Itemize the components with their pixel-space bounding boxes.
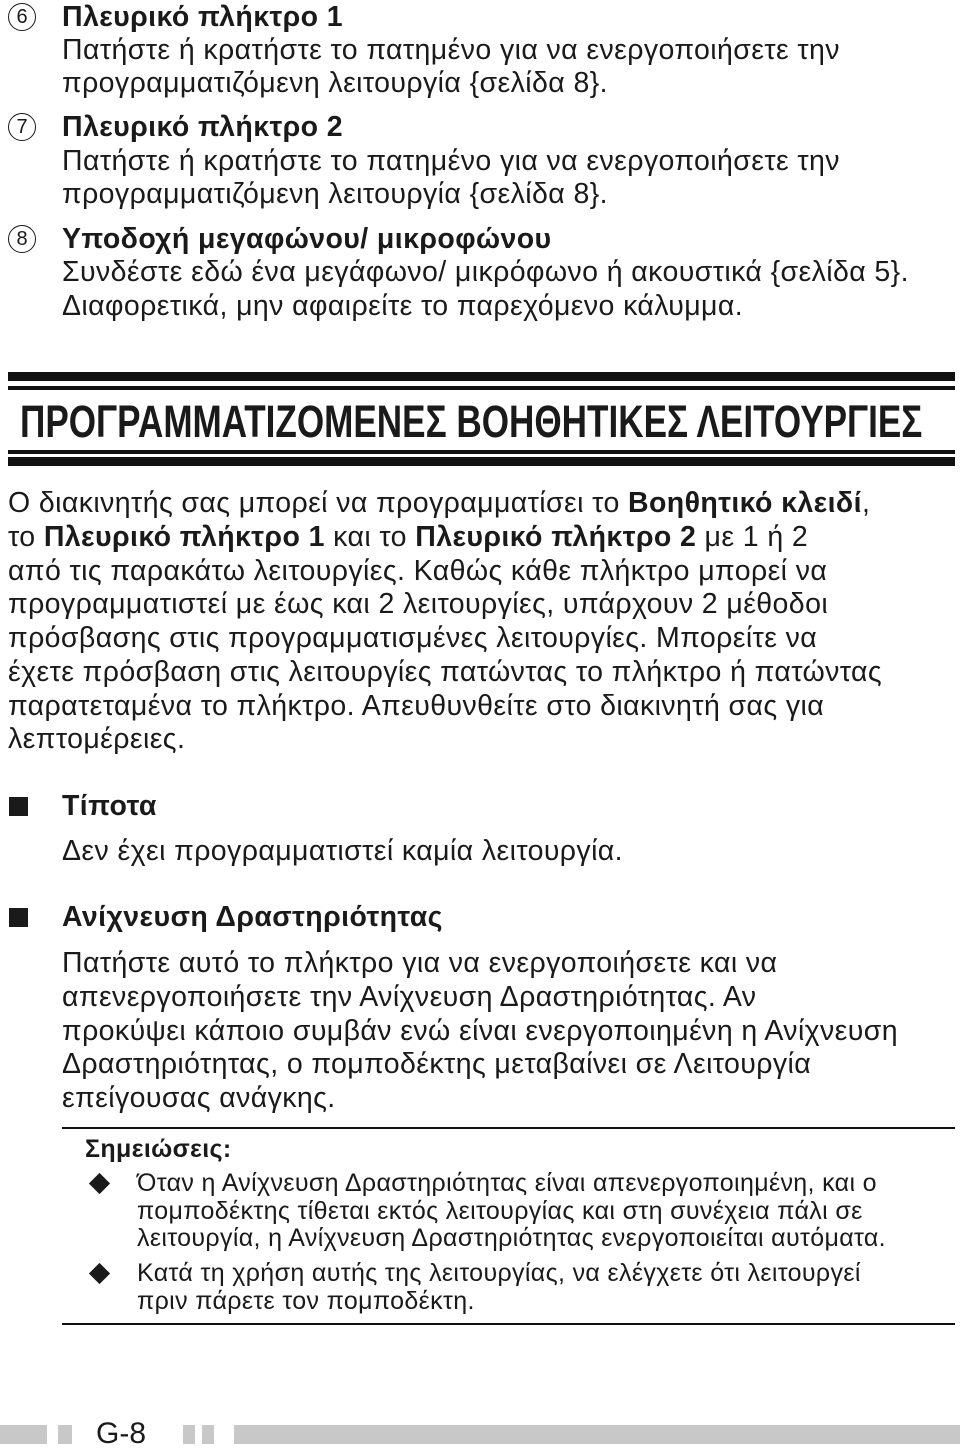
intro-text: Ο διακινητής σας μπορεί να προγραμματίσει το bbox=[8, 487, 629, 519]
note-line: λειτουργία, η Ανίχνευση Δραστηριότητας ενεργοποιείται αυτόματα. bbox=[137, 1224, 886, 1252]
circled-number-icon: 6 bbox=[8, 3, 36, 31]
intro-line bbox=[8, 520, 808, 554]
note-line: Κατά τη χρήση αυτής της λειτουργίας, να ελέγχετε ότι λειτουργεί bbox=[137, 1259, 861, 1287]
section-heading: ΠΡΟΓΡΑΜΜΑΤΙΖΟΜΕΝΕΣ ΒΟΗΘΗΤΙΚΕΣ ΛΕΙΤΟΥΡΓΙΕΣ bbox=[20, 399, 923, 446]
square-bullet-icon bbox=[9, 908, 28, 927]
page-number: G-8 bbox=[96, 1417, 147, 1449]
intro-text: με 1 ή 2 bbox=[696, 521, 809, 553]
function-description-line: επείγουσας ανάγκης. bbox=[62, 1082, 336, 1114]
note-line: Όταν η Ανίχνευση Δραστηριότητας είναι απενεργοποιημένη, και ο bbox=[137, 1169, 877, 1197]
item-title: Πλευρικό πλήκτρο 1 bbox=[62, 1, 344, 33]
item-description-line: Πατήστε ή κρατήστε το πατημένο για να ενεργοποιήσετε την bbox=[62, 145, 840, 177]
footer-bar bbox=[234, 1425, 960, 1444]
function-description-line: Πατήστε αυτό το πλήκτρο για να ενεργοποιήσετε και να bbox=[62, 947, 778, 979]
heading-rule-thin-top bbox=[8, 386, 955, 390]
diamond-bullet-icon bbox=[89, 1173, 110, 1194]
intro-line: προγραμματιστεί με έως και 2 λειτουργίες, υπάρχουν 2 μέθοδοι bbox=[8, 588, 829, 620]
function-title: Ανίχνευση Δραστηριότητας bbox=[62, 901, 443, 933]
intro-term-side-key-1: Πλευρικό πλήκτρο 1 bbox=[43, 521, 325, 553]
heading-rule-thick-bottom bbox=[8, 457, 955, 466]
circled-number-icon: 7 bbox=[8, 113, 36, 141]
intro-line: παρατεταμένα το πλήκτρο. Απευθυνθείτε στο διακινητή σας για bbox=[8, 690, 825, 722]
square-bullet-icon bbox=[9, 797, 28, 816]
intro-line bbox=[8, 486, 870, 520]
intro-term-side-key-2: Πλευρικό πλήκτρο 2 bbox=[415, 521, 697, 553]
function-description-line: Δεν έχει προγραμματιστεί καμία λειτουργία. bbox=[62, 835, 623, 867]
item-title: Υποδοχή μεγαφώνου/ μικροφώνου bbox=[62, 223, 552, 255]
function-description-line: Δραστηριότητας, ο πομποδέκτης μεταβαίνει σε Λειτουργία bbox=[62, 1048, 812, 1080]
heading-rule-thick-top bbox=[8, 372, 955, 381]
diamond-bullet-icon bbox=[89, 1263, 110, 1284]
section-heading-container bbox=[20, 399, 955, 446]
intro-text: και το bbox=[324, 521, 416, 553]
intro-text: το bbox=[8, 521, 44, 553]
function-title: Τίποτα bbox=[62, 790, 157, 822]
item-description-line: Συνδέστε εδώ ένα μεγάφωνο/ μικρόφωνο ή ακουστικά {σελίδα 5}. bbox=[62, 256, 909, 288]
intro-line: από τις παρακάτω λειτουργίες. Καθώς κάθε πλήκτρο μπορεί να bbox=[8, 555, 828, 587]
intro-line: πρόσβασης στις προγραμματισμένες λειτουργίες. Μπορείτε να bbox=[8, 622, 818, 654]
item-description-line: προγραμματιζόμενη λειτουργία {σελίδα 8}. bbox=[62, 178, 608, 210]
intro-term-auxiliary-key: Βοηθητικό κλειδί bbox=[628, 487, 862, 519]
item-description-line: Διαφορετικά, μην αφαιρείτε το παρεχόμενο κάλυμμα. bbox=[62, 290, 744, 322]
item-title: Πλευρικό πλήκτρο 2 bbox=[62, 111, 344, 143]
function-description-line: προκύψει κάποιο συμβάν ενώ είναι ενεργοποιημένη η Ανίχνευση bbox=[62, 1015, 899, 1047]
note-line: πομποδέκτης τίθεται εκτός λειτουργίας και στη συνέχεια πάλι σε bbox=[137, 1197, 863, 1225]
heading-rule-thin-bottom bbox=[8, 450, 955, 454]
circled-number-icon: 8 bbox=[8, 225, 36, 253]
function-description-line: απενεργοποιήσετε την Ανίχνευση Δραστηριότητας. Αν bbox=[62, 981, 757, 1013]
notes-heading: Σημειώσεις: bbox=[85, 1135, 232, 1163]
item-description-line: Πατήστε ή κρατήστε το πατημένο για να ενεργοποιήσετε την bbox=[62, 34, 840, 66]
footer-bar bbox=[58, 1425, 72, 1444]
intro-line: λεπτομέρειες. bbox=[8, 723, 186, 755]
intro-text: , bbox=[861, 487, 871, 519]
intro-line: έχετε πρόσβαση στις λειτουργίες πατώντας το πλήκτρο ή πατώντας bbox=[8, 656, 883, 688]
note-line: πριν πάρετε τον πομποδέκτη. bbox=[137, 1287, 475, 1315]
footer-bar bbox=[202, 1425, 214, 1444]
notes-bottom-rule bbox=[62, 1323, 955, 1325]
footer-bar bbox=[0, 1425, 47, 1444]
notes-top-rule bbox=[62, 1127, 955, 1129]
item-description-line: προγραμματιζόμενη λειτουργία {σελίδα 8}. bbox=[62, 67, 608, 99]
footer-bar bbox=[183, 1425, 195, 1444]
